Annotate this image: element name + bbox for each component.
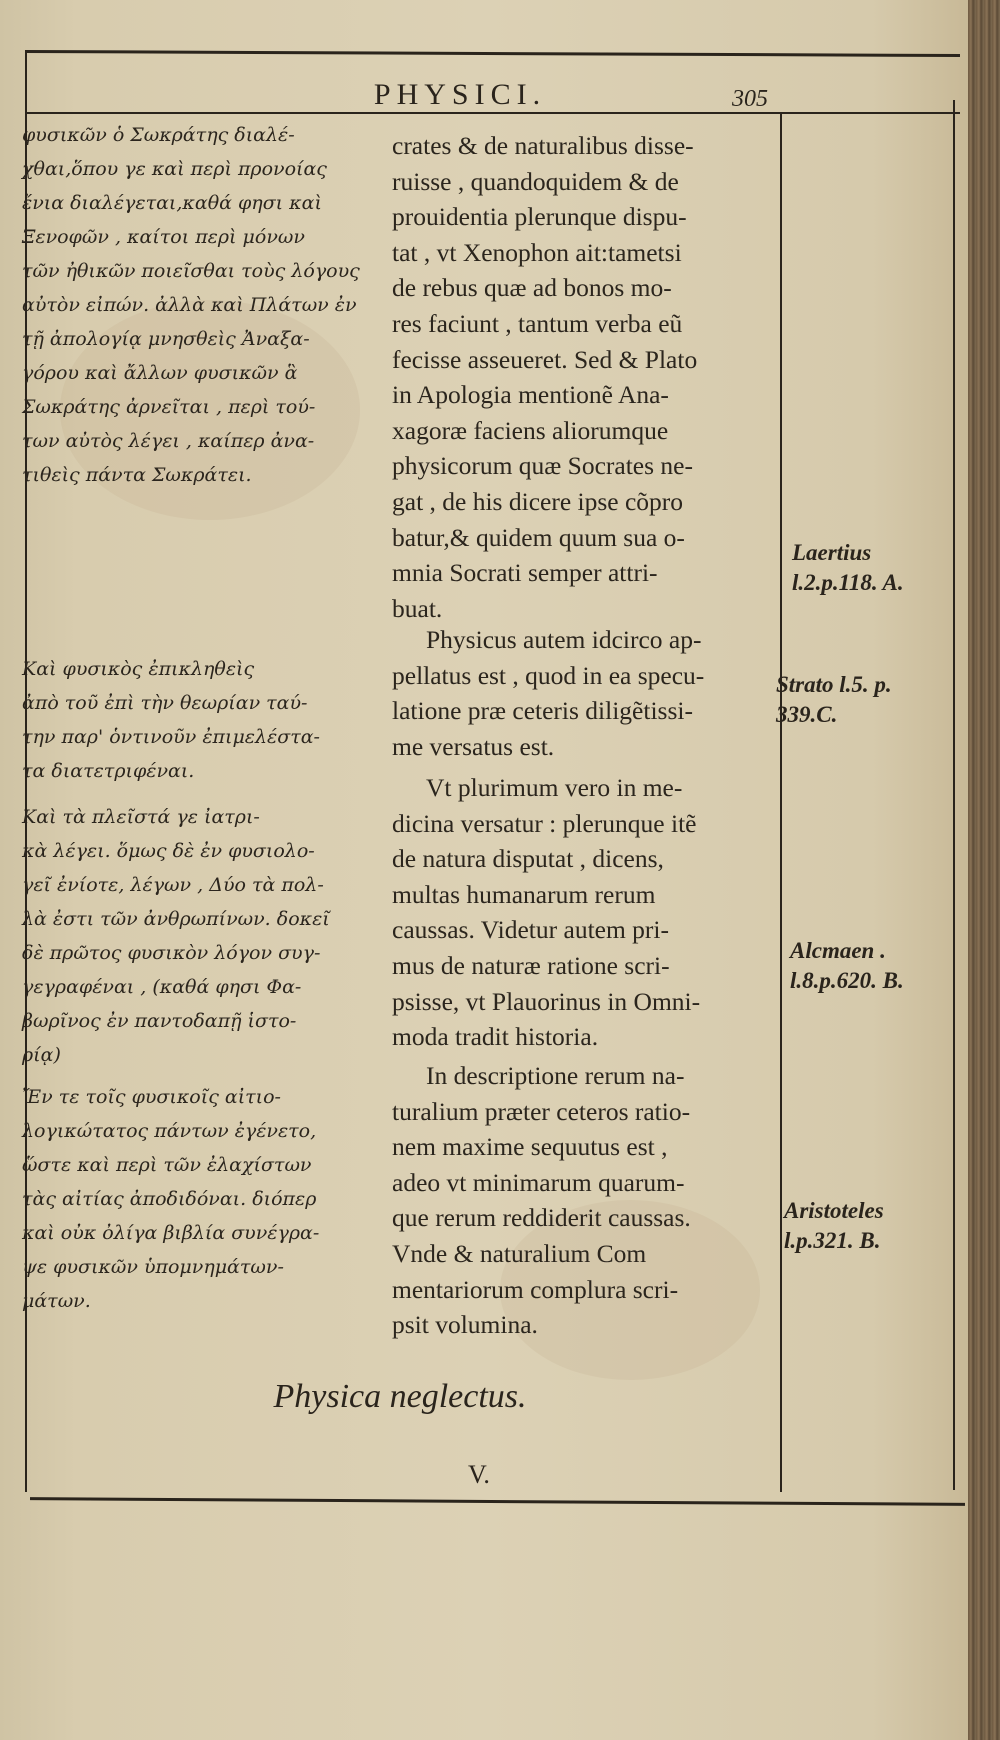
- margin-ref-citation: 339.C.: [776, 702, 838, 727]
- top-border-rule: [25, 50, 960, 57]
- text-line: nem maxime sequutus est ,: [392, 1132, 668, 1162]
- margin-ref-name: Laertius: [792, 540, 872, 565]
- text-line: que rerum reddiderit caussas.: [392, 1203, 691, 1233]
- margin-column-rule: [780, 112, 782, 1492]
- greek-line: βωρῖνος ἐν παντοδαπῇ ἱστο-: [22, 1010, 297, 1032]
- greek-note-1: [22, 118, 367, 492]
- greek-note-4: [22, 1080, 367, 1318]
- margin-ref-citation: l.2.p.118. A.: [792, 570, 904, 595]
- greek-line: τῶν ἠθικῶν ποιεῖσθαι τοὺς λόγους: [22, 260, 360, 282]
- text-line: turalium præter ceteros ratio-: [392, 1096, 691, 1126]
- greek-line: την παρ' ὁντινοῦν ἐπιμελέστα-: [22, 726, 320, 748]
- greek-note-2: [22, 652, 367, 788]
- text-line: res faciunt , tantum verba eũ: [392, 308, 683, 338]
- greek-line: τῇ ἀπολογίᾳ μνησθεὶς Ἀναξα-: [22, 328, 310, 350]
- text-line: Vt plurimum vero in me-: [426, 773, 683, 802]
- margin-ref-name: Alcmaen .: [790, 938, 886, 963]
- text-line: In descriptione rerum na-: [426, 1061, 685, 1090]
- text-line: Vnde & naturalium Com: [392, 1238, 647, 1268]
- running-head: PHYSICI.: [373, 78, 547, 111]
- text-line: pellatus est , quod in ea specu-: [392, 660, 705, 690]
- text-line: de natura disputat , dicens,: [392, 844, 664, 874]
- margin-ref-citation: l.8.p.620. B.: [790, 968, 904, 993]
- margin-ref-strato: [776, 670, 892, 730]
- text-line: caussas. Videtur autem pri-: [392, 915, 670, 945]
- text-line: mus de naturæ ratione scri-: [392, 950, 670, 980]
- greek-note-3: [22, 800, 367, 1072]
- text-line: dicina versatur : plerunque itẽ: [392, 808, 697, 838]
- right-border-rule: [953, 100, 955, 1490]
- text-line: ruisse , quandoquidem & de: [392, 166, 679, 196]
- margin-ref-citation: l.p.321. B.: [784, 1228, 881, 1253]
- greek-line: ψε φυσικῶν ὑπομνημάτων-: [22, 1256, 284, 1278]
- greek-line: φυσικῶν ὁ Σωκράτης διαλέ-: [22, 124, 295, 146]
- greek-line: γεῖ ἐνίοτε, λέγων , Δύο τὰ πολ-: [22, 874, 324, 896]
- greek-line: τὰς αἰτίας ἀποδιδόναι. διόπερ: [22, 1188, 317, 1210]
- text-line: gat , de his dicere ipse cõpro: [392, 486, 684, 516]
- greek-line: ὥστε καὶ περὶ τῶν ἐλαχίστων: [22, 1154, 312, 1176]
- greek-line: δὲ πρῶτος φυσικὸν λόγον συγ-: [22, 942, 321, 964]
- greek-line: χθαι,ὅπου γε καὶ περὶ προνοίας: [22, 158, 327, 180]
- text-line: Physicus autem idcirco ap-: [426, 625, 702, 654]
- greek-line: γόρου καὶ ἄλλων φυσικῶν ἃ: [22, 362, 298, 384]
- text-line: tat , vt Xenophon ait:tametsi: [392, 237, 682, 267]
- signature-mark: V.: [468, 1460, 490, 1489]
- greek-line: Ξενοφῶν , καίτοι περὶ μόνων: [22, 226, 305, 248]
- text-line: psit volumina.: [392, 1310, 538, 1340]
- text-line: me versatus est.: [392, 731, 555, 761]
- greek-line: των αὐτὸς λέγει , καίπερ ἀνα-: [22, 430, 315, 452]
- text-line: xagoræ faciens aliorumque: [392, 415, 669, 445]
- text-line: moda tradit historia.: [392, 1022, 599, 1052]
- text-line: prouidentia plerunque dispu-: [392, 202, 687, 232]
- section-title: Physica neglectus.: [273, 1378, 527, 1415]
- greek-line: Καὶ φυσικὸς ἐπικληθεὶς: [22, 658, 255, 680]
- greek-line: λογικώτατος πάντων ἐγένετο,: [22, 1120, 317, 1142]
- page-edges: [968, 0, 1000, 1740]
- text-line: mentariorum complura scri-: [392, 1274, 679, 1304]
- text-line: adeo vt minimarum quarum-: [392, 1167, 685, 1197]
- text-line: multas humanarum rerum: [392, 879, 656, 909]
- text-line: batur,& quidem quum sua o-: [392, 522, 685, 552]
- greek-line: Σωκράτης ἀρνεῖται , περὶ τού-: [22, 396, 316, 418]
- greek-line: Ἔν τε τοῖς φυσικοῖς αἰτιο-: [22, 1086, 281, 1108]
- greek-line: ἀπὸ τοῦ ἐπὶ τὴν θεωρίαν ταύ-: [22, 692, 308, 714]
- greek-line: λὰ ἐστι τῶν ἀνθρωπίνων. δοκεῖ: [22, 908, 330, 930]
- margin-ref-aristoteles: [784, 1196, 884, 1256]
- main-paragraph-4: [392, 1058, 762, 1343]
- greek-line: Καὶ τὰ πλεῖστά γε ἰατρι-: [22, 806, 260, 828]
- greek-line: αὐτὸν εἰπών. ἀλλὰ καὶ Πλάτων ἐν: [22, 294, 357, 316]
- text-line: mnia Socrati semper attri-: [392, 558, 658, 588]
- header-rule: [25, 112, 960, 114]
- greek-line: καὶ οὐκ ὀλίγα βιβλία συνέγρα-: [22, 1222, 320, 1244]
- text-line: fecisse asseueret. Sed & Plato: [392, 344, 698, 374]
- bottom-border-rule: [30, 1497, 965, 1506]
- main-paragraph-2: [392, 622, 762, 764]
- margin-ref-name: Strato l.5. p.: [776, 672, 892, 697]
- greek-line: ρίᾳ): [22, 1044, 61, 1066]
- text-line: physicorum quæ Socrates ne-: [392, 451, 693, 481]
- text-line: buat.: [392, 593, 443, 623]
- text-line: psisse, vt Plauorinus in Omni-: [392, 986, 701, 1016]
- margin-ref-alcmaeon: [790, 936, 904, 996]
- margin-ref-name: Aristoteles: [784, 1198, 884, 1223]
- greek-line: γεγραφέναι , (καθά φησι Φα-: [22, 976, 302, 998]
- text-line: latione præ ceteris diligẽtissi-: [392, 696, 693, 726]
- main-paragraph-1: [392, 128, 762, 626]
- greek-line: τα διατετριφέναι.: [22, 760, 195, 782]
- greek-line: τιθεὶς πάντα Σωκράτει.: [22, 464, 252, 486]
- text-line: crates & de naturalibus disse-: [392, 131, 694, 160]
- greek-line: μάτων.: [22, 1290, 91, 1312]
- text-line: de rebus quæ ad bonos mo-: [392, 273, 672, 303]
- margin-ref-laertius: [792, 538, 904, 598]
- main-paragraph-3: [392, 770, 762, 1055]
- page-number: 305: [732, 86, 768, 112]
- text-line: in Apologia mentionẽ Ana-: [392, 380, 669, 410]
- greek-line: κὰ λέγει. ὅμως δὲ ἐν φυσιολο-: [22, 840, 315, 862]
- greek-line: ἔνια διαλέγεται,καθά φησι καὶ: [22, 192, 322, 214]
